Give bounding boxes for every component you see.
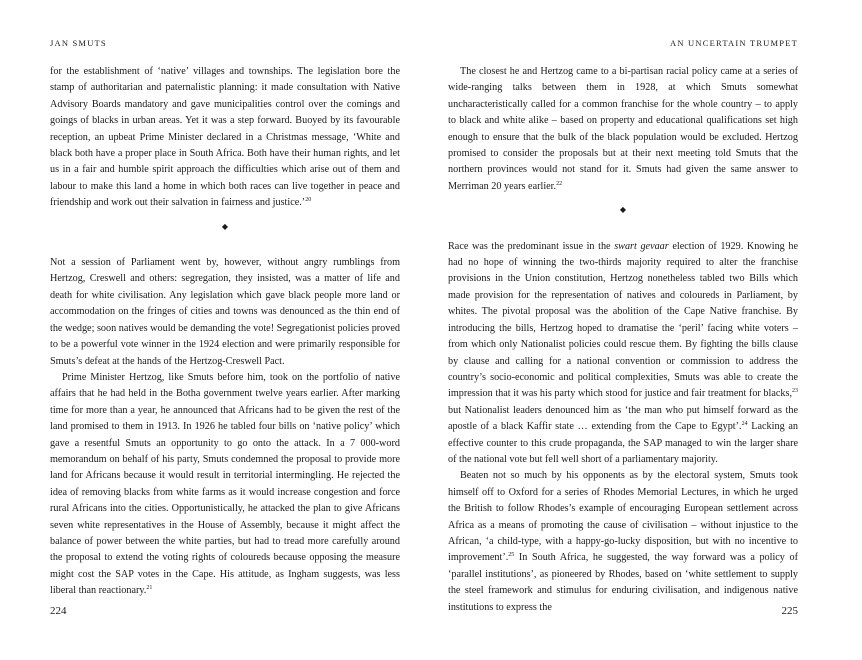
right-page (448, 0, 798, 660)
page-number-left: 224 (50, 605, 67, 617)
paragraph: Race was the predominant issue in the swart gevaar election of 1929. Knowing he had no hope of winning the two-thirds majority required to alter the franchise provisions in the Union constitution, Hertzog nonetheless tabled two Bills which made provision for the representation of natives and coloureds in Parliament, by whites. The pivotal proposal was the abolition of the Cape Native franchise. By introducing the bills, Hertzog hoped to dramatise the ‘peril’ facing white voters – from which only Nationalist policies could rescue them. By fighting the bills clause by clause and calling for a national convention or commission to address the country’s socio-economic and political complexities, Smuts was able to create the impression that it was his party which stood for justice and fair treatment for blacks,$^{23}$ but Nationalist leaders denounced him as ‘the man who put himself forward as the apostle of a black Kaffir state … extending from the Cape to Egypt’.$^{24}$ Lacking an effective counter to this crude propaganda, the SAP managed to win the larger share of the national vote but fell well short of a parliamentary majority. (448, 240, 799, 465)
paragraph: Not a session of Parliament went by, however, without angry rumblings from Hertzog, Creswell and others: segregation, they insisted, was a matter of life and death for white civilisation. Any legislation which gave black people more land or accommodation on the fringes of cities and towns was denounced as the thin end of the wedge; soon natives would be demanding the vote! Segregationist policies proved to be a powerful vote winner in the 1924 election and were primarily responsible for Smuts’s defeat at the hands of the Hertzog-Creswell Pact. (50, 257, 400, 367)
paragraph: The closest he and Hertzog came to a bi-partisan racial policy came at a series of wide-ranging talks between them in 1928, at which Smuts somewhat uncharacteristically called for a common franchise for the whole country – to apply to black and white alike – based on property and educational qualifications set high enough to ensure that the bulk of the black population would be excluded. Hertzog promised to consider the proposals but at their next meeting told Smuts that the northern provinces would not stand for it. Smuts had given the same answer to Merriman 20 years earlier.$^{22}$ (448, 66, 798, 192)
footnote-ref: 23 (792, 388, 798, 395)
right-page-body (448, 64, 798, 616)
page-number-right: 225 (781, 605, 798, 617)
footnote-ref: 25 (508, 552, 515, 559)
paragraph: Prime Minister Hertzog, like Smuts before him, took on the portfolio of native affairs that he had held in the Botha government twelve years earlier. After marking time for more than a year, he announced that Africans had to be given the rest of the land promised to them in 1913. In 1926 he tabled four bills on ‘native policy’ which gave a resentful Smuts an opportunity to go onto the attack. In a 7 000-word memorandum on behalf of his party, Smuts condemned the proposal to provide more land for Africans because it would result in territorial intermingling. He rejected the idea of removing blacks from white farms as it would increase congestion and force rural Africans into the cities. Opportunistically, he attacked the plan to give Africans seven white representatives in the House of Assembly, because it might affect the balance of power between the white parties, but had to tread more carefully around the proposal to extend the voting rights of coloureds because opposing the measure might cost the SAP votes in the Cape. His attitude, as Ingham suggests, was less liberal than reactionary.$^{21}$ (50, 371, 400, 597)
section-break-diamond: ◆ (221, 221, 229, 231)
footnote-ref: 22 (556, 180, 563, 187)
italic-term: swart gevaar (614, 240, 669, 252)
running-head-right: AN UNCERTAIN TRUMPET (670, 38, 798, 48)
footnote-ref: 20 (305, 197, 312, 204)
left-page (50, 0, 400, 660)
running-head-left: JAN SMUTS (50, 38, 107, 48)
paragraph: for the establishment of ‘native’ villages and townships. The legislation bore the stamp of authoritarian and paternalistic planning: it made consultation with Native Advisory Boards mandatory and gave municipalities control over the comings and goings of blacks in urban areas. Yet it was a step forward. Buoyed by its favourable reception, an upbeat Prime Minister declared in a Christmas message, ‘White and black both have a proper place in South Africa. Both have their human rights, and let us in a fair and humble spirit approach the difficulties which arise out of them and labour to make this land a home in which both races can live together in peace and friendship and work out their salvation in fairness and justice.’$^{20}$ (50, 66, 400, 209)
section-break-diamond: ◆ (619, 205, 627, 215)
paragraph: Beaten not so much by his opponents as by the electoral system, Smuts took himself off to Oxford for a series of Rhodes Memorial Lectures, in which he urged the British to follow Rhodes’s example of encouraging European settlement across Africa as a means of promoting the cause of civilisation – without injustice to the African, ‘a child-type, with a happy-go-lucky disposition, but with no incentive to improvement’.$^{25}$ In South Africa, he suggested, the way forward was a policy of ‘parallel institutions’, as pioneered by Rhodes, based on ‘white settlement to supply the steel framework and stimulus for enduring civilisation, and indigenous native institutions to express the (448, 470, 798, 613)
footnote-ref: 24 (741, 421, 748, 428)
left-page-body (50, 64, 400, 600)
footnote-ref: 21 (146, 585, 153, 592)
